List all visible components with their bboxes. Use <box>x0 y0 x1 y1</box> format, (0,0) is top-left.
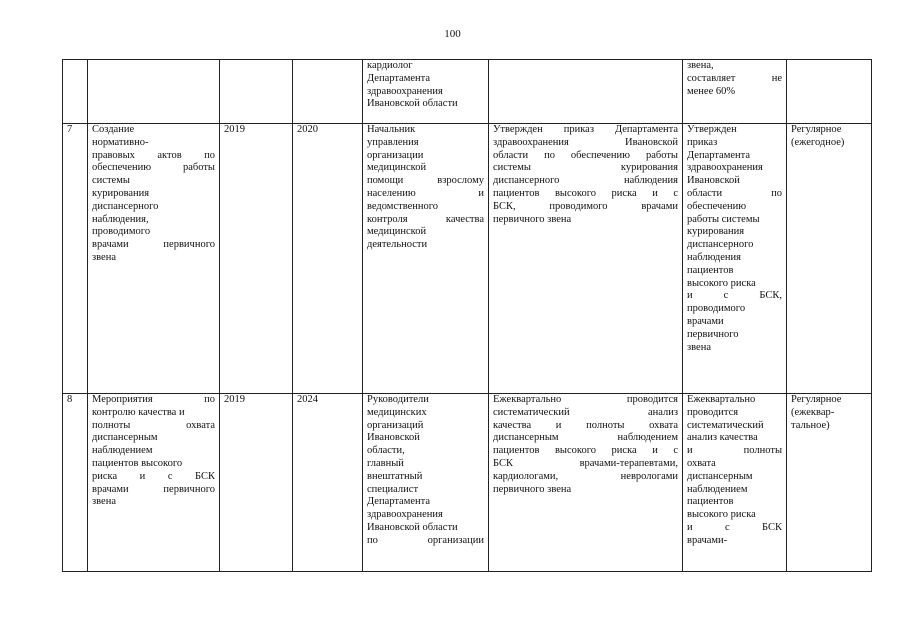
text-line: системы <box>92 175 130 187</box>
cell-result <box>489 124 683 394</box>
text-line: Утвержден <box>687 124 737 135</box>
cell-type <box>787 124 872 394</box>
text-line: диспансерного наблюдения <box>493 175 678 187</box>
cell-num: 8 <box>63 394 88 572</box>
text-line: курирования <box>687 226 745 238</box>
text-line: контроля качества <box>367 213 484 225</box>
text-line: врачами- <box>687 534 728 546</box>
text-line: внештатный <box>367 470 423 482</box>
text-line: проводится <box>687 406 739 418</box>
text-line: (ежеквар- <box>791 406 835 418</box>
text-line: высокого риска <box>687 277 756 289</box>
text-line: медицинской <box>367 226 427 238</box>
text-line: составляет не <box>687 72 782 84</box>
text-line: кардиологами, неврологами <box>493 470 678 482</box>
text-line: наблюдения <box>687 251 741 263</box>
text-line: области по обеспечению работы <box>493 149 678 161</box>
table-row-7 <box>63 124 872 394</box>
text-line: Департамента <box>367 72 431 84</box>
text-line: Регулярное <box>791 394 842 405</box>
text-line: Ивановской области <box>367 98 458 110</box>
text-line: медицинской <box>367 162 427 174</box>
cell-type <box>787 60 872 124</box>
text-line: и с БСК <box>687 521 782 533</box>
text-line: звена, <box>687 60 714 71</box>
text-line: проводимого <box>687 303 746 315</box>
cell-result <box>489 60 683 124</box>
text-line: систематический <box>687 419 764 431</box>
text-line: управления <box>367 136 419 148</box>
text-line: пациентов высокого риска и с <box>493 187 678 199</box>
text-line: диспансерного <box>92 200 159 212</box>
text-line: пациентов высокого риска и с <box>493 445 678 457</box>
text-line: Ивановской <box>687 175 740 187</box>
text-line: пациентов высокого <box>92 457 183 469</box>
text-line: помощи взрослому <box>367 175 484 187</box>
text-line: здравоохранения <box>367 85 443 97</box>
cell-event <box>88 60 220 124</box>
text-line: и с БСК, <box>687 290 782 302</box>
text-line: Ивановской области <box>367 521 458 533</box>
text-line: организации <box>367 149 424 161</box>
text-line: пациентов <box>687 496 734 508</box>
text-line: населению и <box>367 187 484 199</box>
text-line: врачами первичного <box>92 239 215 251</box>
text-line: полноты охвата <box>92 419 215 431</box>
text-line: первичного <box>687 328 739 340</box>
text-line: звена <box>92 251 116 263</box>
text-line: специалист <box>367 483 419 495</box>
text-line: проводимого <box>92 226 151 238</box>
text-line: диспансерным <box>687 470 753 482</box>
text-line: первичного звена <box>493 483 572 495</box>
text-line: работы системы <box>687 213 760 225</box>
text-line: обеспечению работы <box>92 162 215 174</box>
text-line: курирования <box>92 187 150 199</box>
text-line: наблюдением <box>92 445 153 457</box>
text-line: риска и с БСК <box>92 470 215 482</box>
page-number: 100 <box>444 28 461 40</box>
text-line: здравоохранения <box>687 162 763 174</box>
text-line: диспансерным <box>92 432 158 444</box>
cell-end: 2020 <box>293 124 363 394</box>
text-line: врачами первичного <box>92 483 215 495</box>
text-line: анализ качества <box>687 432 758 444</box>
text-line: (ежегодное) <box>791 136 845 148</box>
text-line: области по <box>687 187 782 199</box>
text-line: Руководители <box>367 394 429 405</box>
text-line: контролю качества и <box>92 406 185 418</box>
text-line: организаций <box>367 419 424 431</box>
text-line: Департамента <box>367 496 431 508</box>
text-line: области, <box>367 445 405 457</box>
text-line: диспансерного <box>687 239 754 251</box>
text-line: медицинских <box>367 406 427 418</box>
cell-start: 2019 <box>220 394 293 572</box>
text-line: здравоохранения <box>367 509 443 521</box>
cell-indicator <box>683 394 787 572</box>
text-line: обеспечению <box>687 200 747 212</box>
text-line: правовых актов по <box>92 149 215 161</box>
text-line: БСК, проводимого врачами <box>493 200 678 212</box>
text-line: наблюдения, <box>92 213 149 225</box>
cell-event <box>88 394 220 572</box>
text-line: главный <box>367 457 404 469</box>
cell-responsible <box>363 124 489 394</box>
text-line: Создание <box>92 124 135 135</box>
text-line: и полноты <box>687 445 782 457</box>
text-line: врачами <box>687 315 724 327</box>
text-line: Ежеквартально проводится <box>493 394 678 405</box>
table-row-continuation <box>63 60 872 124</box>
text-line: звена <box>92 496 116 508</box>
text-line: Утвержден приказ Департамента <box>493 124 678 135</box>
text-line: здравоохранения Ивановской <box>493 136 678 148</box>
text-line: первичного звена <box>493 213 572 225</box>
text-line: Департамента <box>687 149 751 161</box>
text-line: пациентов <box>687 264 734 276</box>
text-line: приказ <box>687 136 718 148</box>
cell-start <box>220 60 293 124</box>
text-line: Мероприятия по <box>92 394 215 405</box>
cell-type <box>787 394 872 572</box>
activities-table <box>62 59 872 572</box>
text-line: ведомственного <box>367 200 439 212</box>
table-row-8 <box>63 394 872 572</box>
text-line: качества и полноты охвата <box>493 419 678 431</box>
cell-indicator <box>683 60 787 124</box>
text-line: БСК врачами-терапевтами, <box>493 457 678 469</box>
text-line: кардиолог <box>367 60 413 71</box>
cell-end: 2024 <box>293 394 363 572</box>
text-line: системы курирования <box>493 162 678 174</box>
cell-event <box>88 124 220 394</box>
text-line: Начальник <box>367 124 416 135</box>
cell-num: 7 <box>63 124 88 394</box>
text-line: систематический анализ <box>493 406 678 418</box>
text-line: Ежеквартально <box>687 394 756 405</box>
text-line: деятельности <box>367 239 428 251</box>
text-line: наблюдением <box>687 483 748 495</box>
text-line: тальное) <box>791 419 830 431</box>
text-line: Регулярное <box>791 124 842 135</box>
cell-indicator <box>683 124 787 394</box>
cell-start: 2019 <box>220 124 293 394</box>
cell-responsible <box>363 394 489 572</box>
text-line: по организации <box>367 534 484 546</box>
text-line: нормативно- <box>92 136 149 148</box>
cell-result <box>489 394 683 572</box>
text-line: диспансерным наблюдением <box>493 432 678 444</box>
text-line: высокого риска <box>687 509 756 521</box>
text-line: охвата <box>687 457 716 469</box>
cell-responsible <box>363 60 489 124</box>
cell-num <box>63 60 88 124</box>
cell-end <box>293 60 363 124</box>
text-line: звена <box>687 341 711 353</box>
text-line: Ивановской <box>367 432 420 444</box>
text-line: менее 60% <box>687 85 736 97</box>
